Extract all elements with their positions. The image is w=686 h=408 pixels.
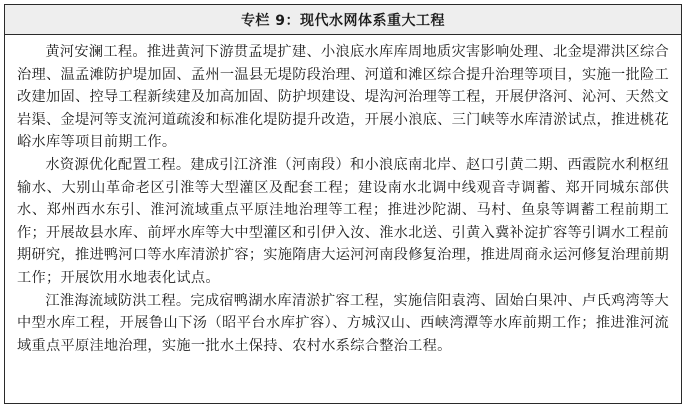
paragraph-flood-control: 江淮海流域防洪工程。完成宿鸭湖水库清淤扩容工程，实施信阳袁湾、固始白果冲、卢氏鸡湾等大中型水库工程，开展鲁山下汤（昭平台水库扩容）、方城汉山、西峡湾潭等水库前期工作；推进淮河流域重点平原洼地治理，实施一批水土保持、农村水系综合整治工程。 [17,292,669,354]
box-title: 专栏 9：现代水网体系重大工程 [5,5,681,35]
paragraph-yellow-river: 黄河安澜工程。推进黄河下游贯孟堤扩建、小浪底水库库周地质灾害影响处理、北金堤滞洪区综合治理、温孟滩防护堤加固、孟州一温县无堤防段治理、河道和滩区综合提升治理等项目，实施一批险工改建加固、控导工程新续建及加高加固、防护坝建设、堤沟河治理等工程，开展伊洛河、沁河、天然文岩渠、金堤河等支流河道疏浚和标准化堤防提升改造，开展小浪底、三门峡等水库清淤试点，推进桃花峪水库等项目前期工作。 [17,44,669,151]
box-body [5,35,681,357]
paragraph-water-allocation: 水资源优化配置工程。建成引江济淮（河南段）和小浪底南北岸、赵口引黄二期、西霞院水利枢纽输水、大别山革命老区引淮等大型灌区及配套工程；建设南水北调中线观音寺调蓄、郑开同城东部供水、郑州西水东引、淮河流域重点平原洼地治理等工程；推进沙陀湖、马村、鱼泉等调蓄工程前期工作；开展故县水库、前坪水库等大中型灌区和引伊入汝、淮水北送、引黄入冀补淀扩容等引调水工程前期研究，推进鸭河口等水库清淤扩容；实施隋唐大运河河南段修复治理，推进周商永运河修复治理前期工作；开展饮用水地表化试点。 [17,156,669,286]
feature-box [4,4,682,404]
